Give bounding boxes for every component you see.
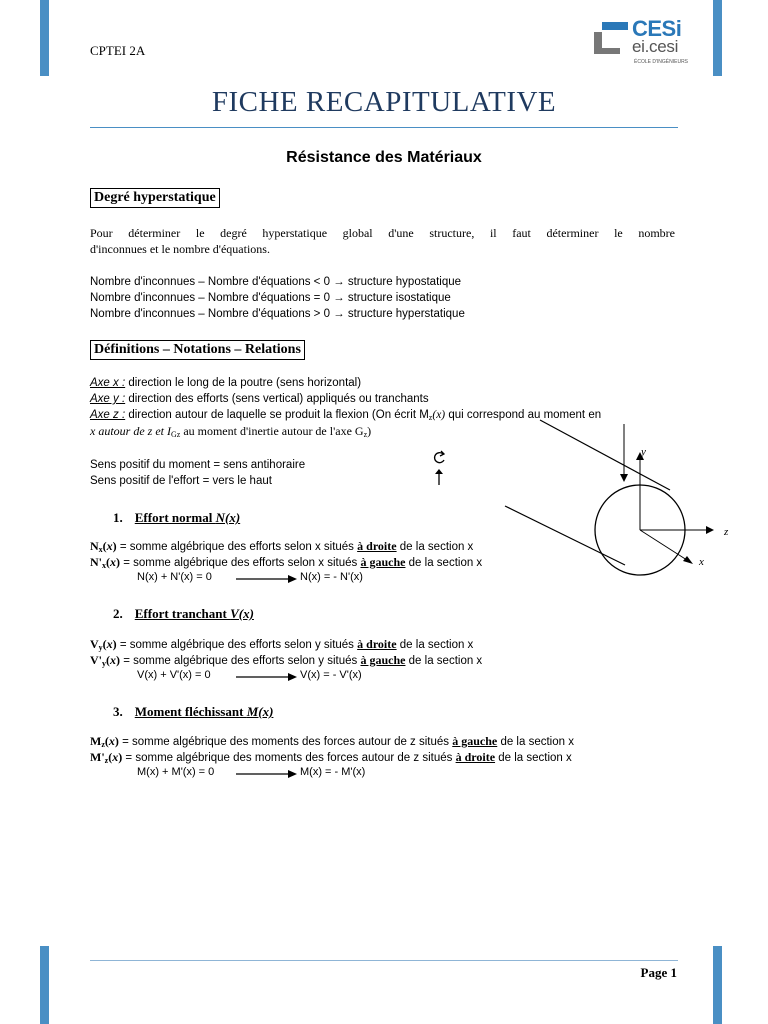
x-axis-arrow-icon: [683, 556, 693, 564]
page-subtitle: Résistance des Matériaux: [286, 149, 482, 166]
hyper-intro-1: Pour déterminer le degré hyperstatique global d'une structure, il faut déterminer le nombre: [90, 226, 675, 240]
axe-y-label: Axe y :: [90, 393, 126, 405]
heading-effort-tranchant-title: Effort tranchant V(x): [134, 606, 254, 621]
z-axis-arrow-icon: [706, 526, 714, 534]
axe-y-line: [90, 391, 429, 407]
axe-z-line2-b: au moment d'inertie autour de l'axe G: [180, 424, 364, 438]
section-heading-definitions: Définitions – Notations – Relations: [90, 340, 305, 360]
logo-top-text: CESi: [632, 16, 682, 41]
heading-effort-normal-title: Effort normal N(x): [134, 510, 241, 525]
up-arrow-icon: [434, 468, 444, 486]
axe-y-text: direction des efforts (sens vertical) appliqués ou tranchants: [125, 393, 429, 405]
axe-z-text2: qui correspond au moment en: [445, 409, 602, 421]
normal-line-1: $N_x(x)$ = somme algébrique des efforts selon x situés à droite de la section x: [90, 539, 474, 554]
heading-moment-flechissant: [113, 704, 273, 720]
hyper-intro-line-1: [90, 225, 675, 241]
moment-line-1: $M_z(x)$ = somme algébrique des moments des forces autour de z situés à gauche de la section x: [90, 734, 574, 749]
sens-effort: Sens positif de l'effort = vers le haut: [90, 475, 272, 487]
title-rule: [90, 127, 678, 128]
hyper-intro-line-2: d'inconnues et le nombre d'équations.: [90, 242, 270, 256]
tranchant-equation-left: V(x) + V'(x) = 0: [137, 669, 211, 681]
normal-equation-right: N(x) = - N'(x): [300, 571, 363, 583]
tranchant-line-2: $V'_y(x)$ = somme algébrique des efforts selon y situés à gauche de la section x: [90, 653, 483, 668]
axe-z-line2-a: x autour de z et I: [90, 424, 171, 438]
axe-x-line: [90, 375, 361, 391]
page-bar-bottom-left: [40, 946, 49, 1024]
hyper-rule-2: Nombre d'inconnues – Nombre d'équations = 0 → structure isostatique: [90, 292, 451, 304]
counterclockwise-moment-icon: [432, 450, 448, 466]
beam-top-edge: [540, 420, 670, 490]
page-title: FICHE RECAPITULATIVE: [211, 86, 557, 118]
section-heading-hyperstatique: Degré hyperstatique: [90, 188, 220, 208]
moment-implies-arrow-icon: [236, 769, 298, 779]
diagram-label-z: z: [724, 526, 729, 538]
cesi-logo-mark-icon: [594, 22, 630, 56]
sens-moment: Sens positif du moment = sens antihoraire: [90, 459, 306, 471]
heading-effort-tranchant: [113, 606, 254, 622]
axe-z-label: Axe z :: [90, 409, 126, 421]
cesi-logo: [594, 16, 704, 70]
heading-moment-num: 3.: [113, 704, 123, 719]
heading-effort-normal: [113, 510, 240, 526]
hyper-rule-1: Nombre d'inconnues – Nombre d'équations < 0 → structure hypostatique: [90, 276, 462, 288]
moment-equation-right: M(x) = - M'(x): [300, 766, 366, 778]
heading-effort-normal-num: 1.: [113, 510, 123, 525]
footer-rule: [90, 960, 678, 961]
logo-bottom-text: ei.cesi: [632, 37, 679, 56]
diagram-label-y: y: [641, 446, 646, 458]
course-label: CPTEI 2A: [90, 43, 146, 58]
axe-z-text: direction autour de laquelle se produit la flexion (On écrit M: [125, 409, 429, 421]
axe-z-line2-sub: Gz: [170, 430, 181, 439]
page-bar-top-left: [40, 0, 49, 76]
logo-caption: ÉCOLE D'INGÉNIEURS: [634, 59, 689, 65]
tranchant-line-1: $V_y(x)$ = somme algébrique des efforts selon y situés à droite de la section x: [90, 637, 474, 652]
page-bar-bottom-right: [713, 946, 722, 1024]
axe-x-text: direction le long de la poutre (sens horizontal): [125, 377, 362, 389]
axe-z-line: Axe z : direction autour de laquelle se produit la flexion (On écrit $M_z(x)$ qui correspond au moment en: [90, 409, 602, 422]
diagram-label-x: x: [699, 556, 704, 568]
heading-moment-title: Moment fléchissant M(x): [134, 704, 274, 719]
tranchant-implies-arrow-icon: [236, 672, 298, 682]
normal-implies-arrow-icon: [236, 574, 298, 584]
axe-z-line-2: x autour de z et $I_{Gz}$ au moment d'inertie autour de l'axe $G_z$): [90, 424, 372, 439]
page-number: Page 1: [640, 965, 677, 980]
beam-diagram: [500, 410, 760, 590]
beam-bottom-edge: [505, 506, 625, 565]
tranchant-equation-right: V(x) = - V'(x): [300, 669, 362, 681]
axe-z-line2-c: ): [367, 424, 372, 438]
normal-line-2: $N'_x(x)$ = somme algébrique des efforts selon x situés à gauche de la section x: [90, 555, 483, 570]
moment-line-2: $M'_z(x)$ = somme algébrique des moments des forces autour de z situés à droite de la section x: [90, 750, 572, 765]
moment-equation-left: M(x) + M'(x) = 0: [137, 766, 215, 778]
axe-x-label: Axe x :: [90, 377, 126, 389]
axe-z-mz: (x): [432, 409, 446, 421]
hyper-rule-3: Nombre d'inconnues – Nombre d'équations > 0 → structure hyperstatique: [90, 308, 465, 320]
page-bar-top-right: [713, 0, 722, 76]
load-arrow-icon: [620, 474, 628, 482]
normal-equation-left: N(x) + N'(x) = 0: [137, 571, 212, 583]
heading-effort-tranchant-num: 2.: [113, 606, 123, 621]
